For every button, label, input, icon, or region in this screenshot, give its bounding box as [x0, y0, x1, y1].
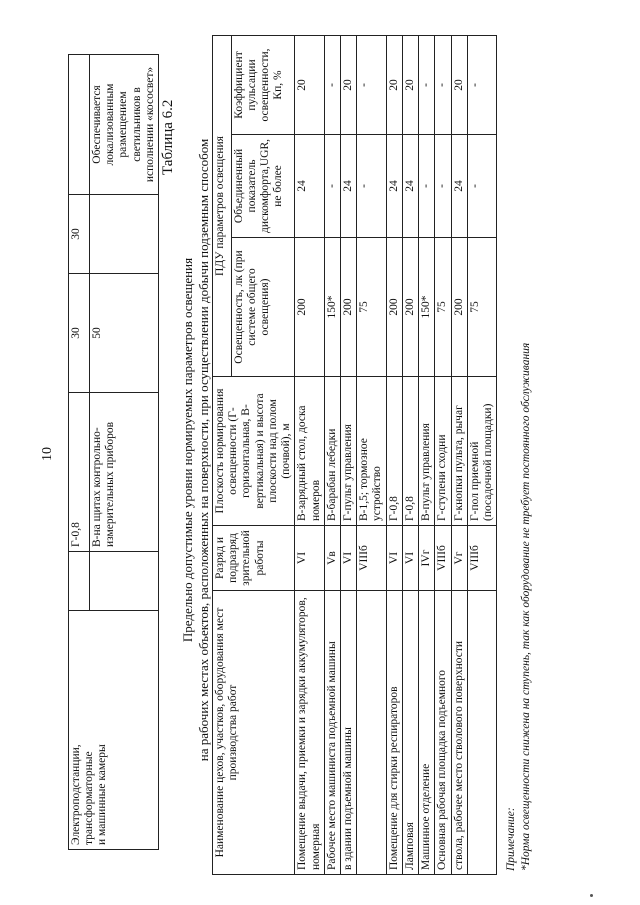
header-kp: Коэффициент пульсации освещенности, Кп, % — [231, 36, 295, 135]
top-table-value-cell: 50 — [90, 274, 159, 393]
row-illumination-cell: 75 — [357, 238, 386, 377]
table-note — [504, 41, 534, 871]
top-table-note-cell: Обеспечивается локализованным размещением светильников в исполнении «косоcвет» — [90, 55, 159, 195]
row-ugr-cell: 24 — [340, 134, 356, 237]
header-illumination: Освещенность, лк (при системе общего освещения) — [231, 238, 295, 377]
row-rank-cell: VI — [402, 526, 418, 591]
row-plane-cell: Г-ступени сходни — [435, 377, 451, 526]
row-name-cell: Ламповая — [402, 591, 418, 875]
row-rank-cell: Vг — [451, 526, 467, 591]
row-name-cell: Основная рабочая площадка подъемного — [435, 591, 451, 875]
table-row — [340, 36, 356, 875]
table-row — [419, 36, 435, 875]
row-plane-cell: Г-0,8 — [402, 377, 418, 526]
row-rank-cell: VI — [386, 526, 402, 591]
row-plane-cell: Г-0,8 — [386, 377, 402, 526]
row-kp-cell: 20 — [386, 36, 402, 135]
table-row — [357, 36, 386, 875]
table-header-row — [213, 36, 232, 875]
row-name-cell: ствола, рабочее место стволового поверхности — [451, 591, 467, 875]
row-name-cell — [357, 591, 386, 875]
row-rank-cell: Vв — [324, 526, 340, 591]
row-rank-cell: VI — [340, 526, 356, 591]
row-kp-cell: - — [419, 36, 435, 135]
note-label: Примечание: — [505, 807, 517, 871]
caption-line: Предельно допустимые уровни нормируемых параметров освещения — [180, 257, 195, 643]
scan-speck — [590, 894, 593, 897]
row-name-cell: Рабочее место машиниста подъемной машины — [324, 591, 340, 875]
illumination-table — [212, 35, 497, 875]
header-plane: Плоскость нормирования освещенности (Г-горизонтальная, В-вертикальная) и высота плоскости над полом (почвой), м — [213, 377, 295, 526]
row-plane-cell: Г-пульт управления — [340, 377, 356, 526]
row-rank-cell: VIIIб — [357, 526, 386, 591]
row-plane-cell: Г-кнопки пульта, рычаг — [451, 377, 467, 526]
row-ugr-cell: 24 — [402, 134, 418, 237]
row-kp-cell: - — [435, 36, 451, 135]
row-plane-cell: В-пульт управления — [419, 377, 435, 526]
top-table-value-cell: 30 — [69, 195, 90, 274]
table-row — [386, 36, 402, 875]
row-illumination-cell: 75 — [467, 238, 496, 377]
caption-line: на рабочих местах объектов, расположенных на поверхности, при осуществлении добычи подземным способом — [196, 138, 212, 762]
top-table-name-cell — [69, 611, 159, 850]
row-rank-cell: VIIIб — [435, 526, 451, 591]
page-number: 10 — [40, 447, 55, 461]
top-table-plane-cell: В-на щитах контрольно-измерительных приборов — [90, 393, 159, 552]
row-ugr-cell: - — [435, 134, 451, 237]
top-table-name-line: и машинные камеры — [96, 744, 109, 845]
row-illumination-cell: 200 — [451, 238, 467, 377]
row-kp-cell: 20 — [295, 36, 324, 135]
top-table-fragment — [68, 54, 159, 850]
top-table-plane-cell: Г-0,8 — [69, 393, 90, 552]
row-rank-cell: VIIIб — [467, 526, 496, 591]
table-row — [295, 36, 324, 875]
row-name-cell: Помещение для стирки респираторов — [386, 591, 402, 875]
row-ugr-cell: - — [357, 134, 386, 237]
table-row — [467, 36, 496, 875]
top-table-rank-cell — [90, 552, 159, 611]
row-illumination-cell: 200 — [295, 238, 324, 377]
table-row — [324, 36, 340, 875]
row-kp-cell: 20 — [340, 36, 356, 135]
row-name-cell: в здании подъемной машины — [340, 591, 356, 875]
header-rank: Разряд и подразряд зрительной работы — [213, 526, 295, 591]
table-row — [435, 36, 451, 875]
top-table-value-cell — [90, 195, 159, 274]
header-name: Наименование цехов, участков, оборудования мест производства работ — [213, 591, 295, 875]
table-label: Таблица 6.2 — [160, 99, 176, 175]
row-rank-cell: VI — [295, 526, 324, 591]
row-illumination-cell: 150* — [324, 238, 340, 377]
table-caption — [180, 35, 213, 865]
row-name-cell — [467, 591, 496, 875]
row-ugr-cell: - — [419, 134, 435, 237]
table-row — [451, 36, 467, 875]
top-table-rank-cell — [69, 552, 90, 611]
row-ugr-cell: 24 — [295, 134, 324, 237]
row-ugr-cell: 24 — [451, 134, 467, 237]
table-row — [402, 36, 418, 875]
row-plane-cell: Г-пол приемной (посадочной площадки) — [467, 377, 496, 526]
row-illumination-cell: 150* — [419, 238, 435, 377]
row-illumination-cell: 200 — [386, 238, 402, 377]
header-pdu: ПДУ параметров освещения — [213, 36, 232, 377]
header-ugr: Объединенный показатель дискомфорта,UGR, не более — [231, 134, 295, 237]
top-table-name-line: трансформаторные — [83, 751, 96, 845]
row-kp-cell: 20 — [451, 36, 467, 135]
row-kp-cell: 20 — [402, 36, 418, 135]
row-plane-cell: В-барабан лебедки — [324, 377, 340, 526]
top-table-value-cell: 30 — [69, 274, 90, 393]
note-text: *Норма освещенности снижена на ступень, так как оборудование не требует постоянного обслуживания — [519, 342, 532, 871]
row-kp-cell: - — [324, 36, 340, 135]
row-kp-cell: - — [467, 36, 496, 135]
row-ugr-cell: 24 — [386, 134, 402, 237]
row-rank-cell: IVг — [419, 526, 435, 591]
row-plane-cell: В-1,5; тормозное устройство — [357, 377, 386, 526]
row-name-cell: Помещение выдачи, приемки и зарядки аккумуляторов, номерная — [295, 591, 324, 875]
row-illumination-cell: 200 — [340, 238, 356, 377]
row-illumination-cell: 200 — [402, 238, 418, 377]
table-row — [69, 55, 90, 850]
row-kp-cell: - — [357, 36, 386, 135]
row-name-cell: Машинное отделение — [419, 591, 435, 875]
row-illumination-cell: 75 — [435, 238, 451, 377]
row-ugr-cell: - — [324, 134, 340, 237]
row-ugr-cell: - — [467, 134, 496, 237]
top-table-note-cell — [69, 55, 90, 195]
row-plane-cell: В-зарядный стол, доска номеров — [295, 377, 324, 526]
top-table-name-line: Электроподстанции, — [70, 744, 82, 845]
